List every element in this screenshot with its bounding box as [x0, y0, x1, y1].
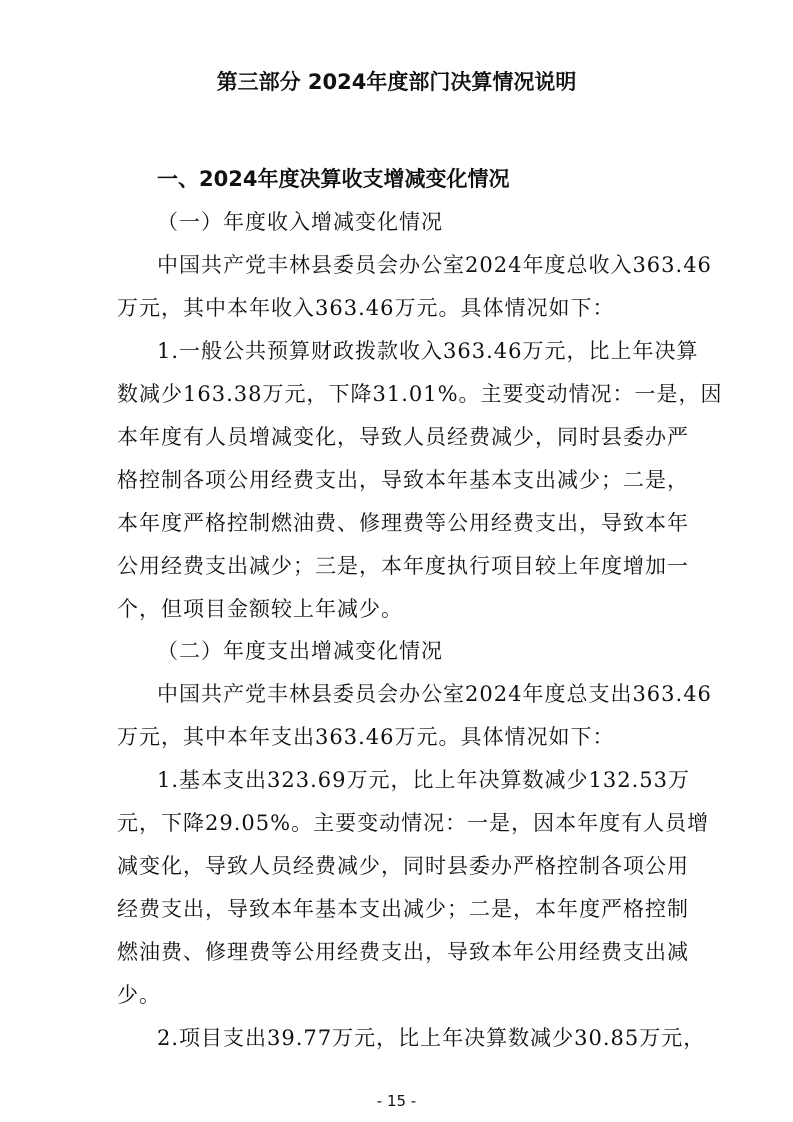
paragraph-line: 万元，其中本年收入363.46万元。具体情况如下：: [117, 296, 615, 320]
paragraph-line: 1.一般公共预算财政拨款收入363.46万元，比上年决算: [157, 339, 699, 363]
page-number: - 15 -: [376, 1092, 417, 1110]
paragraph-line: 本年度有人员增减变化，导致人员经费减少，同时县委办严: [117, 425, 689, 449]
subsection-heading-income: （一）年度收入增减变化情况: [157, 210, 443, 234]
paragraph-line: 少。: [117, 983, 161, 1007]
paragraph-line: 数减少163.38万元，下降31.01%。主要变动情况：一是，因: [117, 382, 723, 406]
paragraph-line: 格控制各项公用经费支出，导致本年基本支出减少；二是，: [117, 468, 689, 492]
subsection-heading-expense: （二）年度支出增减变化情况: [157, 639, 443, 663]
paragraph-line: 1.基本支出323.69万元，比上年决算数减少132.53万: [157, 768, 690, 792]
paragraph-line: 中国共产党丰林县委员会办公室2024年度总收入363.46: [157, 253, 712, 277]
paragraph-line: 元，下降29.05%。主要变动情况：一是，因本年度有人员增: [117, 811, 710, 835]
paragraph-line: 本年度严格控制燃油费、修理费等公用经费支出，导致本年: [117, 511, 689, 535]
paragraph-line: 2.项目支出39.77万元，比上年决算数减少30.85万元，: [157, 1026, 706, 1050]
section-heading: 一、2024年度决算收支增减变化情况: [157, 167, 510, 191]
paragraph-line: 万元，其中本年支出363.46万元。具体情况如下：: [117, 725, 615, 749]
paragraph-line: 公用经费支出减少；三是，本年度执行项目较上年度增加一: [117, 554, 689, 578]
paragraph-line: 经费支出，导致本年基本支出减少；二是，本年度严格控制: [117, 897, 689, 921]
page-title: 第三部分 2024年度部门决算情况说明: [216, 70, 577, 94]
paragraph-line: 燃油费、修理费等公用经费支出，导致本年公用经费支出减: [117, 940, 689, 964]
paragraph-line: 个，但项目金额较上年减少。: [117, 597, 403, 621]
paragraph-line: 减变化，导致人员经费减少，同时县委办严格控制各项公用: [117, 854, 689, 878]
paragraph-line: 中国共产党丰林县委员会办公室2024年度总支出363.46: [157, 682, 712, 706]
